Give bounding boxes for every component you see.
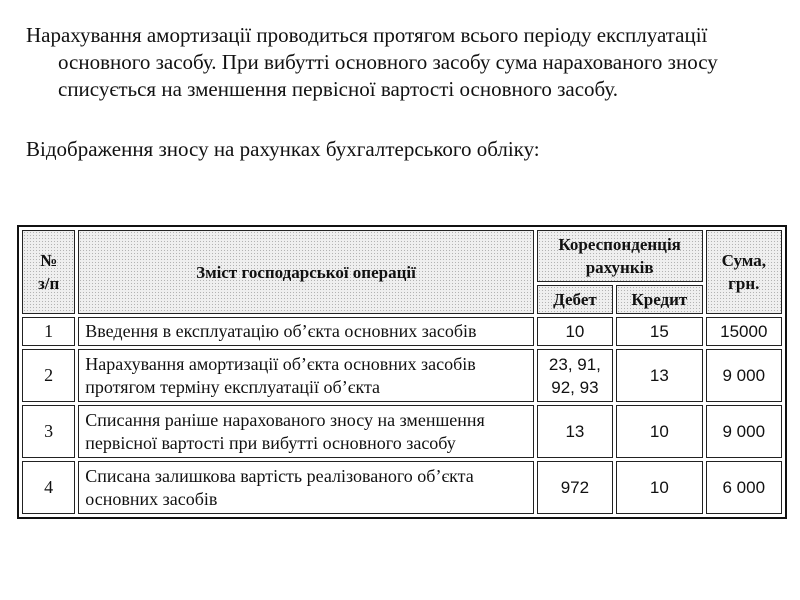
- row-debit: 10: [537, 317, 613, 346]
- header-correspondence: Кореспонденція рахунків: [537, 230, 703, 282]
- header-operation-content: Зміст господарської операції: [78, 230, 533, 314]
- row-debit: 972: [537, 461, 613, 514]
- row-credit: 10: [616, 405, 702, 458]
- row-debit: 23, 91, 92, 93: [537, 349, 613, 402]
- row-credit: 10: [616, 461, 702, 514]
- table-caption: Відображення зносу на рахунках бухгалтерського обліку:: [26, 137, 540, 161]
- row-operation: Списана залишкова вартість реалізованого об’єкта основних засобів: [78, 461, 533, 514]
- header-number: № з/п: [22, 230, 75, 314]
- row-sum: 9 000: [706, 349, 782, 402]
- row-number: 3: [22, 405, 75, 458]
- row-operation: Введення в експлуатацію об’єкта основних засобів: [78, 317, 533, 346]
- intro-paragraph: Нарахування амортизації проводиться протягом всього періоду експлуатації основного засобу. При вибутті основного засобу сума нарахованого зносу списується на зменшення первісної вартості основного засобу.: [26, 23, 718, 101]
- row-sum: 6 000: [706, 461, 782, 514]
- table-row: [22, 349, 782, 402]
- header-credit: Кредит: [616, 285, 702, 314]
- row-sum: 9 000: [706, 405, 782, 458]
- row-credit: 13: [616, 349, 702, 402]
- row-number: 2: [22, 349, 75, 402]
- depreciation-table: [17, 225, 787, 519]
- header-debit: Дебет: [537, 285, 613, 314]
- row-sum: 15000: [706, 317, 782, 346]
- row-number: 1: [22, 317, 75, 346]
- row-number: 4: [22, 461, 75, 514]
- row-credit: 15: [616, 317, 702, 346]
- row-operation: Списання раніше нарахованого зносу на зменшення первісної вартості при вибутті основного засобу: [78, 405, 533, 458]
- row-debit: 13: [537, 405, 613, 458]
- table-row: [22, 405, 782, 458]
- row-operation: Нарахування амортизації об’єкта основних засобів протягом терміну експлуатації об’єкта: [78, 349, 533, 402]
- table-row: [22, 317, 782, 346]
- table-row: [22, 461, 782, 514]
- header-sum: Сума, грн.: [706, 230, 782, 314]
